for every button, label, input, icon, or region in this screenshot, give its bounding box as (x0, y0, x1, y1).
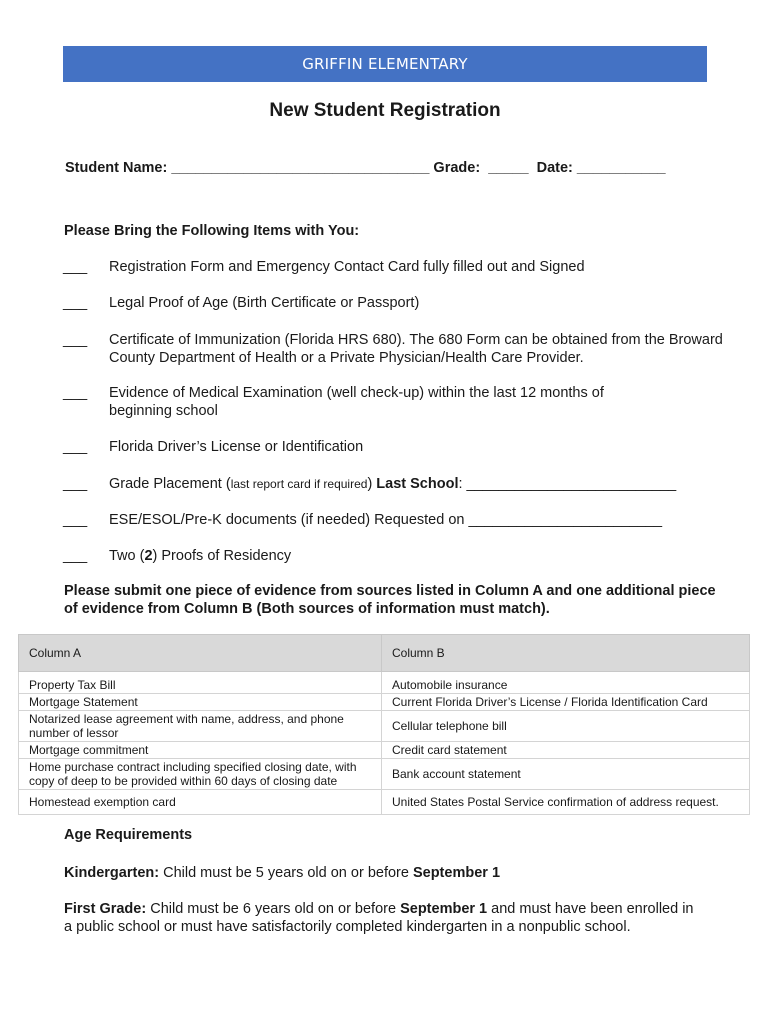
column-a-cell: Property Tax Bill (19, 672, 382, 694)
evidence-instructions: Please submit one piece of evidence from sources listed in Column A and one additional piece of evidence from Column B (Both sources of information must match). (64, 583, 716, 617)
checklist-blank: ___ (63, 512, 88, 528)
checklist-blank: ___ (63, 439, 88, 455)
column-a-header: Column A (19, 635, 382, 672)
residency-text-end: ) Proofs of Residency (152, 548, 292, 564)
school-name: GRIFFIN ELEMENTARY (302, 55, 468, 73)
column-b-cell: Automobile insurance (382, 672, 750, 694)
checklist-blank: ___ (63, 295, 88, 311)
checklist-blank: ___ (63, 476, 88, 492)
column-b-cell: United States Postal Service confirmation of address request. (382, 790, 750, 815)
student-info-line: Student Name: ________________________________ Grade: _____ Date: ___________ (65, 160, 666, 176)
first-grade-label: First Grade: (64, 901, 147, 917)
checklist-blank: ___ (63, 259, 88, 275)
first-grade-date: September 1 (400, 901, 488, 917)
residency-count: 2 (144, 548, 153, 564)
evidence-table (18, 634, 750, 815)
checklist-text: Florida Driver’s License or Identification (109, 439, 364, 455)
checklist-blank: ___ (63, 385, 88, 401)
checklist-blank: ___ (63, 332, 88, 348)
checklist-text: ESE/ESOL/Pre-K documents (if needed) Requested on ________________________ (109, 512, 663, 528)
column-a-cell: Mortgage commitment (19, 742, 382, 759)
column-a-cell: Home purchase contract including specified closing date, with copy of deep to be provided within 60 days of closing date (19, 759, 382, 790)
page-title: New Student Registration (269, 100, 501, 121)
bring-items-heading: Please Bring the Following Items with You: (64, 223, 360, 239)
checklist-text: Legal Proof of Age (Birth Certificate or Passport) (109, 295, 420, 311)
first-grade-requirement (64, 900, 704, 936)
column-b-header: Column B (382, 635, 750, 672)
column-b-cell: Credit card statement (382, 742, 750, 759)
column-b-cell: Bank account statement (382, 759, 750, 790)
column-a-cell: Notarized lease agreement with name, address, and phone number of lessor (19, 711, 382, 742)
kindergarten-requirement (64, 864, 704, 882)
school-banner (63, 46, 707, 82)
last-school-label: Last School (376, 476, 459, 492)
kindergarten-label: Kindergarten: (64, 865, 160, 881)
table-row (19, 672, 750, 694)
column-a-cell: Homestead exemption card (19, 790, 382, 815)
report-card-note: last report card if required (230, 477, 368, 491)
checklist-text (109, 475, 749, 493)
table-row (19, 711, 750, 742)
kindergarten-date: September 1 (412, 865, 501, 881)
table-header-row (19, 635, 750, 672)
column-b-cell: Cellular telephone bill (382, 711, 750, 742)
table-row (19, 694, 750, 711)
checklist-text: Certificate of Immunization (Florida HRS 680). The 680 Form can be obtained from the Broward County Department of Health or a Private Physician/Health Care Provider. (109, 332, 723, 366)
table-row (19, 790, 750, 815)
grade-placement-text: Grade Placement ( (109, 476, 231, 492)
last-school-line: : __________________________ (458, 476, 677, 492)
column-a-cell: Mortgage Statement (19, 694, 382, 711)
column-b-cell: Current Florida Driver’s License / Florida Identification Card (382, 694, 750, 711)
kindergarten-text: Child must be 5 years old on or before (159, 865, 413, 881)
first-grade-text-end: and must have been enrolled in a public school or must have satisfactorily completed kindergarten in a nonpublic school. (64, 901, 694, 935)
grade-placement-text-mid: ) (367, 476, 377, 492)
checklist-text: Registration Form and Emergency Contact Card fully filled out and Signed (109, 259, 585, 275)
table-row (19, 742, 750, 759)
checklist-text (109, 547, 749, 565)
age-requirements-heading: Age Requirements (64, 827, 193, 843)
table-row (19, 759, 750, 790)
checklist-blank: ___ (63, 548, 88, 564)
checklist-text: Evidence of Medical Examination (well check-up) within the last 12 months of beginning school (109, 385, 604, 419)
first-grade-text: Child must be 6 years old on or before (146, 901, 401, 917)
residency-text-start: Two ( (109, 548, 145, 564)
